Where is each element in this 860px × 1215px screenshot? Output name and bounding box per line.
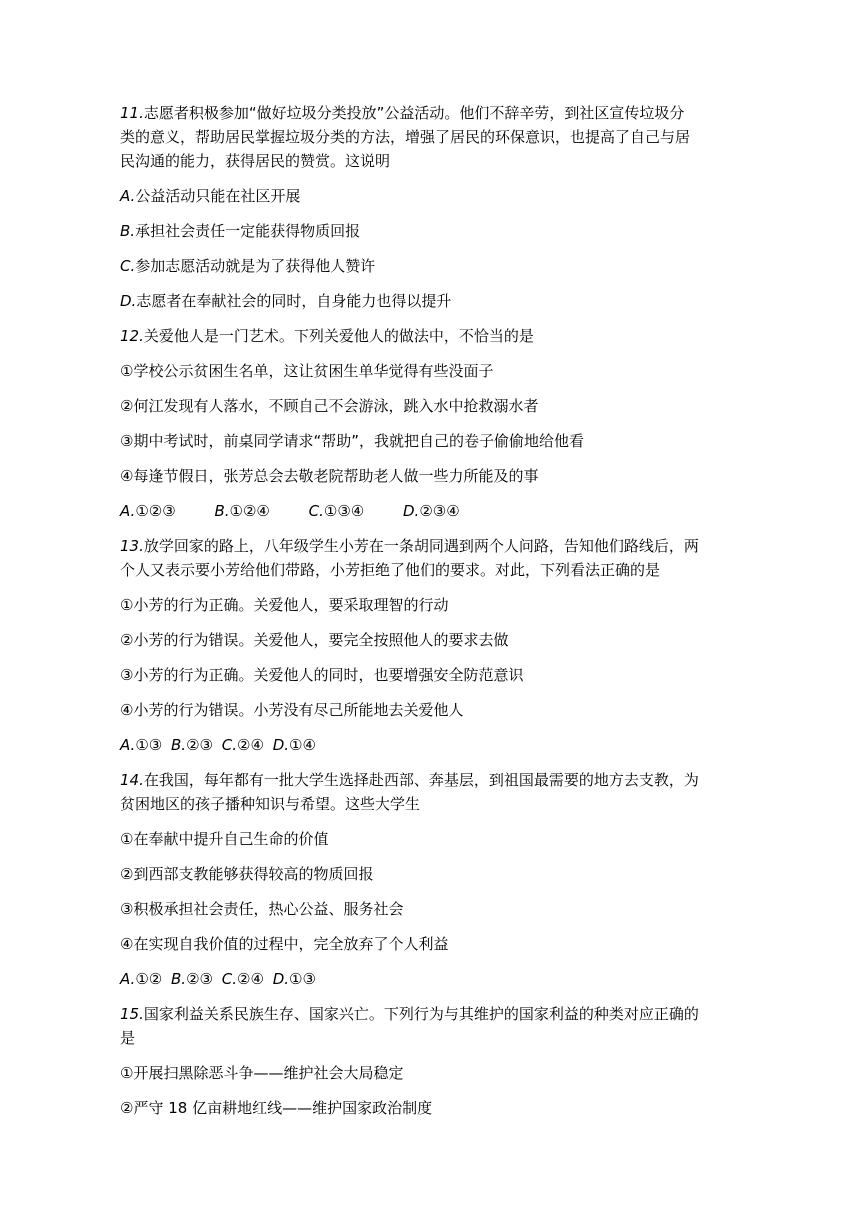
question-number: 14. — [120, 771, 144, 789]
question-stem-line: 是 — [120, 1029, 136, 1047]
question-stem: 14.在我国，每年都有一批大学生选择赴西部、奔基层，到祖国最需要的地方去支教，为 — [120, 771, 699, 789]
option-c: C.参加志愿活动就是为了获得他人赞许 — [120, 257, 376, 275]
choice-b: B.①②④ — [214, 502, 270, 520]
question-stem-line: 民沟通的能力，获得居民的赞赏。这说明 — [120, 152, 391, 170]
question-stem: 11.志愿者积极参加“做好垃圾分类投放”公益活动。他们不辞辛劳，到社区宣传垃圾分 — [120, 104, 685, 122]
question-stem-line: 个人又表示要小芳给他们带路，小芳拒绝了他们的要求。对此，下列看法正确的是 — [120, 561, 661, 579]
choice-d: D.②③④ — [403, 502, 460, 520]
statement: ③积极承担社会责任，热心公益、服务社会 — [120, 900, 404, 918]
choice-a: A.①③ — [120, 736, 163, 754]
question-15 — [120, 1002, 740, 1120]
choice-c: C.②④ — [221, 970, 264, 988]
choice-c: C.②④ — [221, 736, 264, 754]
choice-d: D.①③ — [272, 970, 316, 988]
question-11 — [120, 101, 740, 313]
question-stem-line: 贫困地区的孩子播种知识与希望。这些大学生 — [120, 795, 421, 813]
statement: ②到西部支教能够获得较高的物质回报 — [120, 865, 374, 883]
statement: ②小芳的行为错误。关爱他人，要完全按照他人的要求去做 — [120, 631, 509, 649]
question-12 — [120, 324, 740, 523]
statement: ④小芳的行为错误。小芳没有尽己所能地去关爱他人 — [120, 701, 464, 719]
option-b: B.承担社会责任一定能获得物质回报 — [120, 222, 361, 240]
question-stem-line: 类的意义，帮助居民掌握垃圾分类的方法，增强了居民的环保意识，也提高了自己与居 — [120, 128, 691, 146]
statement: ①小芳的行为正确。关爱他人，要采取理智的行动 — [120, 596, 449, 614]
question-number: 13. — [120, 537, 144, 555]
choice-a: A.①② — [120, 970, 163, 988]
question-list — [120, 101, 740, 1120]
choice-c: C.①③④ — [308, 502, 365, 520]
statement: ④在实现自我价值的过程中，完全放弃了个人利益 — [120, 935, 449, 953]
question-13 — [120, 534, 740, 757]
choice-d: D.①④ — [272, 736, 316, 754]
statement: ②严守 18 亿亩耕地红线——维护国家政治制度 — [120, 1099, 433, 1117]
statement: ③小芳的行为正确。关爱他人的同时，也要增强安全防范意识 — [120, 666, 524, 684]
question-number: 12. — [120, 327, 144, 345]
choice-a: A.①②③ — [120, 502, 176, 520]
question-stem: 12.关爱他人是一门艺术。下列关爱他人的做法中，不恰当的是 — [120, 327, 534, 345]
statement: ③期中考试时，前桌同学请求“帮助”，我就把自己的卷子偷偷地给他看 — [120, 432, 584, 450]
statement: ①学校公示贫困生名单，这让贫困生单华觉得有些没面子 — [120, 362, 494, 380]
statement: ④每逢节假日，张芳总会去敬老院帮助老人做一些力所能及的事 — [120, 467, 539, 485]
statement: ①在奉献中提升自己生命的价值 — [120, 830, 329, 848]
statement: ②何江发现有人落水，不顾自己不会游泳，跳入水中抢救溺水者 — [120, 397, 539, 415]
question-14 — [120, 768, 740, 991]
option-d: D.志愿者在奉献社会的同时，自身能力也得以提升 — [120, 292, 452, 310]
choice-row — [120, 967, 740, 991]
question-stem: 15.国家利益关系民族生存、国家兴亡。下列行为与其维护的国家利益的种类对应正确的 — [120, 1005, 699, 1023]
choice-row — [120, 733, 740, 757]
choice-row — [120, 499, 740, 523]
choice-b: B.②③ — [171, 736, 213, 754]
question-stem: 13.放学回家的路上，八年级学生小芳在一条胡同遇到两个人问路，告知他们路线后，两 — [120, 537, 699, 555]
option-a: A.公益活动只能在社区开展 — [120, 187, 301, 205]
statement: ①开展扫黑除恶斗争——维护社会大局稳定 — [120, 1064, 404, 1082]
choice-b: B.②③ — [171, 970, 213, 988]
question-number: 11. — [120, 104, 144, 122]
question-number: 15. — [120, 1005, 144, 1023]
